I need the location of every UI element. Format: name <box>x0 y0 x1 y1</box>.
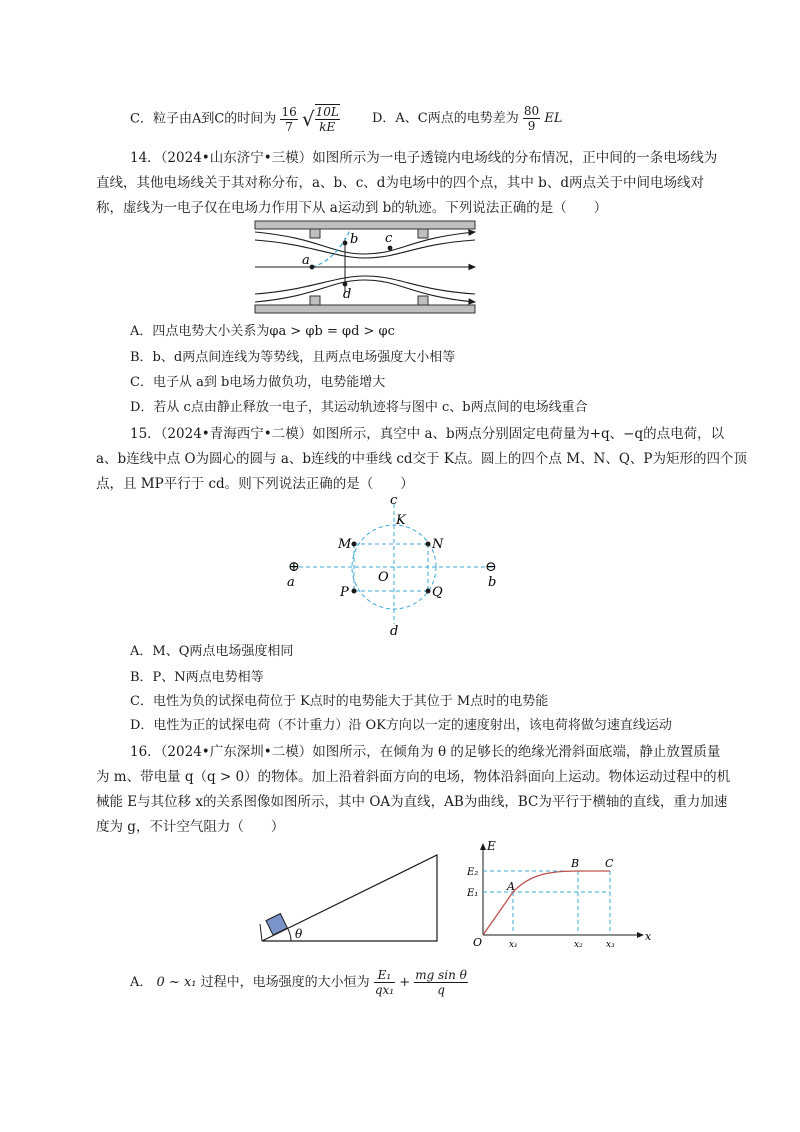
svg-text:c: c <box>390 493 398 508</box>
svg-text:d: d <box>390 624 399 639</box>
svg-text:θ: θ <box>295 927 303 941</box>
svg-text:O: O <box>473 936 483 949</box>
svg-text:N: N <box>432 537 444 552</box>
svg-text:E₁: E₁ <box>467 888 479 899</box>
svg-text:M: M <box>338 537 352 552</box>
q13-option-d-text: D．A、C两点的电势差为 <box>372 111 519 126</box>
q14-electron-lens-figure <box>250 218 480 318</box>
q14-stem-line2: 直线，其他电场线关于其对称分布，a、b、c、d为电场中的四个点，其中 b、d两点关于中间电场线对 <box>96 175 704 191</box>
svg-text:K: K <box>396 513 406 528</box>
q15-minus-charge-icon: ⊖ <box>485 559 497 575</box>
q16-option-a-fraction1: $\frac{\text{E₁}}{\text{qx₁}}$ <box>374 968 395 997</box>
q15-option-a: A．M、Q两点电场强度相同 <box>130 644 294 659</box>
svg-text:x₁: x₁ <box>509 940 518 950</box>
svg-text:E: E <box>487 839 496 853</box>
svg-text:a: a <box>287 575 295 590</box>
q15-option-b: B．P、N两点电势相等 <box>130 670 264 685</box>
q13-option-c-text: C．粒子由A到C的时间为 <box>130 111 277 127</box>
svg-text:C: C <box>605 857 614 870</box>
q14-label-d: d <box>343 287 352 302</box>
q16-stem-line1: 16．（2024•广东深圳•二模）如图所示，在倾角为 θ 的足够长的绝缘光滑斜面底端，静止放置质量 <box>130 744 721 760</box>
q13-option-d-suffix: EL <box>544 111 563 126</box>
svg-text:x₃: x₃ <box>606 940 615 950</box>
sqrt-icon: √ <box>301 107 315 131</box>
q15-option-c: C．电性为负的试探电荷位于 K点时的电势能大于其位于 M点时的电势能 <box>130 694 549 709</box>
q16-stem-line3: 械能 E与其位移 x的关系图像如图所示，其中 OA为直线，AB为曲线，BC为平行于横轴的直线，重力加速 <box>96 794 728 810</box>
svg-text:P: P <box>340 585 349 600</box>
q16-stem-line2: 为 m、带电量 q（q > 0）的物体。加上沿着斜面方向的电场，物体沿斜面向上运动。物体运动过程中的机 <box>96 769 731 785</box>
q14-stem-line1: 14．（2024•山东济宁•三模）如图所示为一电子透镜内电场线的分布情况，正中间的一条电场线为 <box>130 150 718 166</box>
svg-text:B: B <box>571 857 580 870</box>
svg-text:b: b <box>488 575 497 590</box>
svg-text:E₂: E₂ <box>467 867 479 878</box>
q15-option-d: D．电性为正的试探电荷（不计重力）沿 OK方向以一定的速度射出，该电荷将做匀速直线运动 <box>130 718 672 733</box>
q16-energy-graph <box>465 838 655 950</box>
svg-text:A: A <box>507 880 515 893</box>
svg-text:Q: Q <box>432 585 443 600</box>
q14-option-d: D．若从 c点由静止释放一电子，其运动轨迹将与图中 c、b两点间的电场线重合 <box>130 400 588 415</box>
q14-option-c: C．电子从 a到 b电场力做负功，电势能增大 <box>130 375 386 390</box>
q15-stem-line2: a、b连线中点 O为圆心的圆与 a、b连线的中垂线 cd交于 K点。圆上的四个点 M、N、Q、P为矩形的四个顶 <box>96 451 747 467</box>
q15-circle-figure <box>282 493 502 639</box>
q14-label-a: a <box>302 253 310 268</box>
q16-option-a-fraction2: $\frac{\text{mg sin θ}}{q}$ <box>415 968 467 997</box>
svg-text:x₂: x₂ <box>574 940 583 950</box>
q13-option-c-fraction: $\frac{16}{7}$ <box>281 104 297 134</box>
q14-stem-line3: 称，虚线为一电子仅在电场力作用下从 a运动到 b的轨迹。下列说法正确的是（ ） <box>96 200 608 216</box>
q15-stem-line1: 15．（2024•青海西宁•二模）如图所示，真空中 a、b两点分别固定电荷量为+q、−q的点电荷，以 <box>130 426 725 442</box>
q16-incline-figure <box>255 852 445 944</box>
q13-option-d-fraction: $\frac{80}{9}$ <box>523 104 540 133</box>
q13-option-c <box>130 104 340 134</box>
q14-option-b: B．b、d两点间连线为等势线，且两点电场强度大小相等 <box>130 350 456 365</box>
q15-plus-charge-icon: ⊕ <box>288 559 300 575</box>
q13-option-d <box>372 104 562 133</box>
q16-option-a: A． 0 ~ x₁ 过程中，电场强度的大小恒为 $\frac{\text{E₁}}{\text{qx₁}}$ + $\frac{\text{mg sin θ}}{q}$ <box>130 968 467 997</box>
q15-stem-line3: 点，且 MP平行于 cd。则下列说法正确的是（ ） <box>96 476 414 492</box>
svg-text:x: x <box>645 930 652 943</box>
svg-text:O: O <box>378 570 389 585</box>
q14-label-c: c <box>385 231 393 246</box>
q13-option-c-sqrt-fraction: $\frac{10L}{kE}$ <box>315 105 339 134</box>
q16-stem-line4: 度为 g，不计空气阻力（ ） <box>96 819 285 835</box>
q14-option-a: A．四点电势大小关系为φa > φb = φd > φc <box>130 324 395 339</box>
q14-label-b: b <box>350 232 359 247</box>
